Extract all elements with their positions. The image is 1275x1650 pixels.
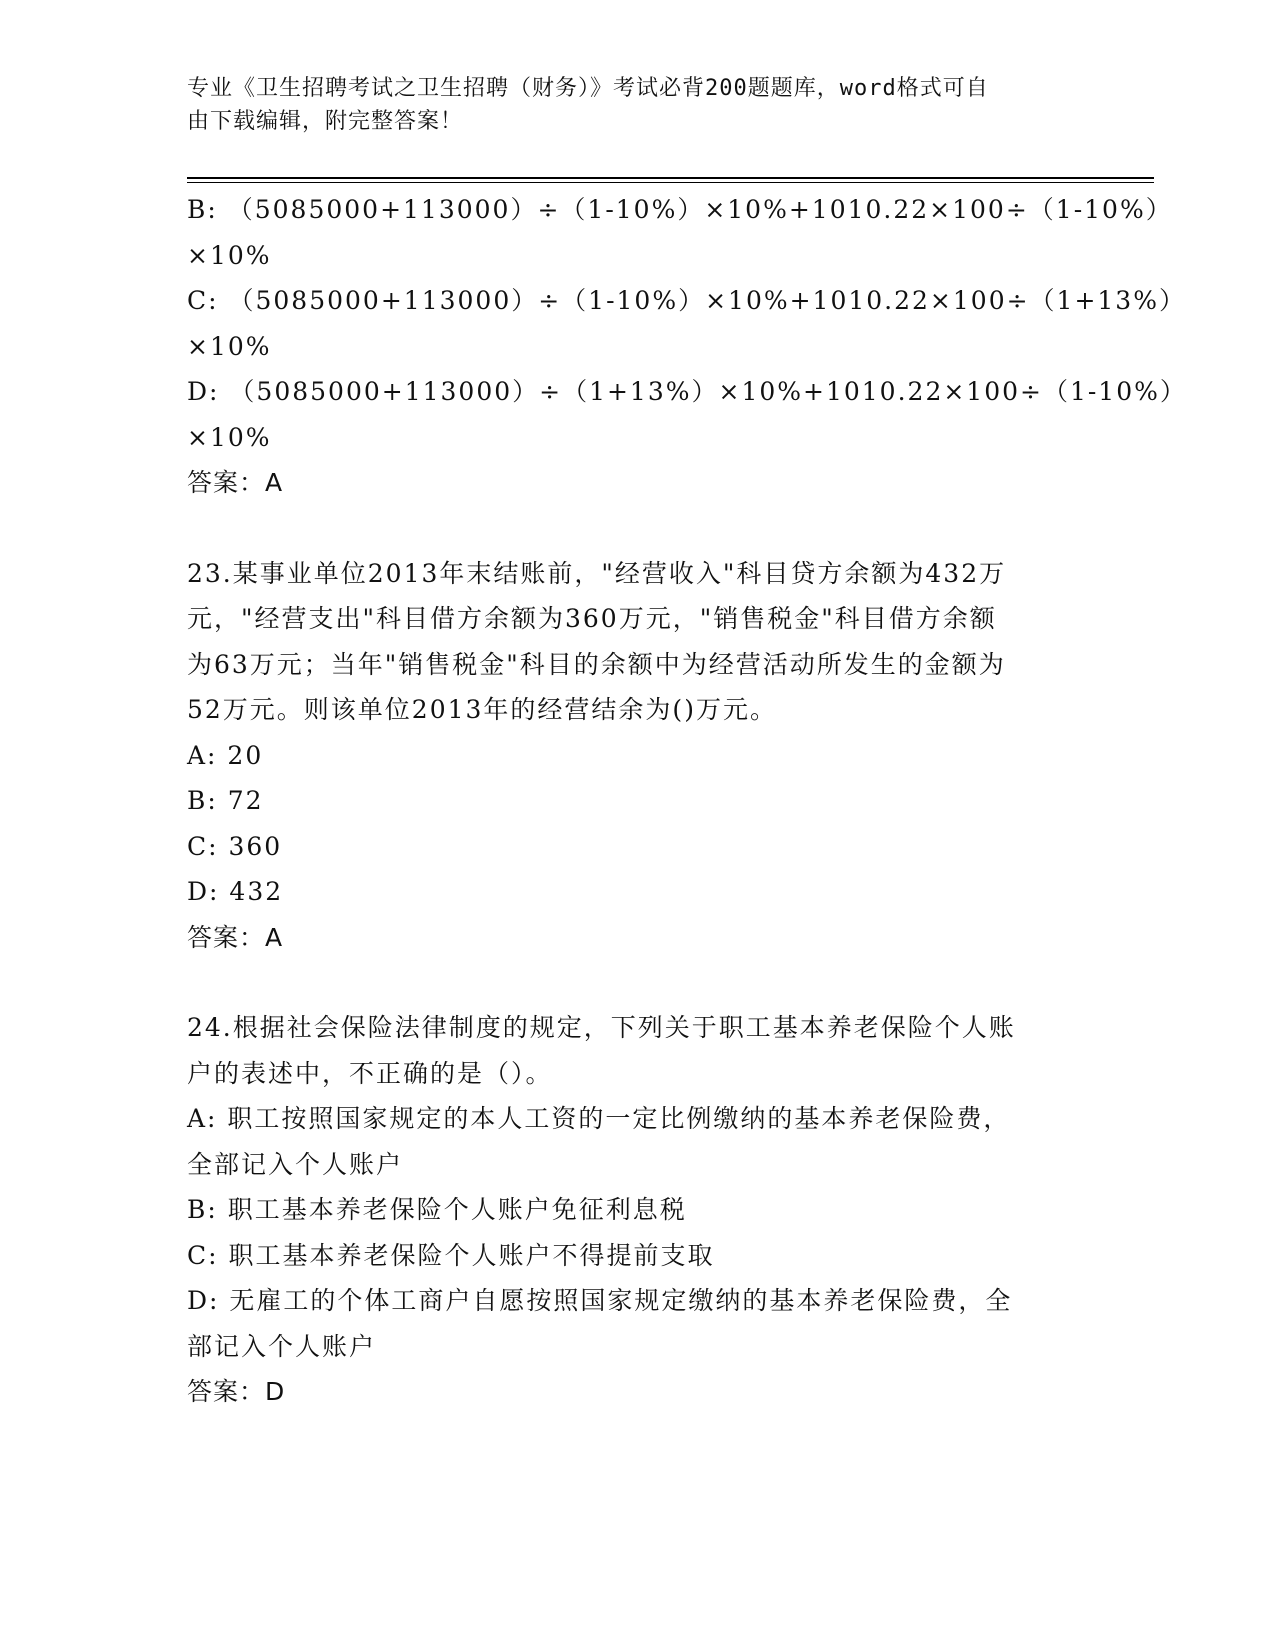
question-24-stem-line-1: 24.根据社会保险法律制度的规定，下列关于职工基本养老保险个人账 <box>187 1013 1016 1042</box>
question-24-option-c: C: 职工基本养老保险个人账户不得提前支取 <box>187 1240 715 1270</box>
question-22-option-b-line-1: B: （5085000+113000）÷（1-10%）×10%+1010.22×100÷（1-10%） <box>187 195 1173 224</box>
question-23-stem-line-4: 52万元。则该单位2013年的经营结余为()万元。 <box>187 695 777 724</box>
question-22-option-c-line-1: C: （5085000+113000）÷（1-10%）×10%+1010.22×100÷（1+13%） <box>187 286 1186 315</box>
question-24-stem-line-2: 户的表述中，不正确的是（）。 <box>187 1058 553 1088</box>
header-title-line-2: 由下载编辑，附完整答案！ <box>187 109 464 134</box>
question-22-answer: 答案：A <box>187 468 284 497</box>
question-23-option-b: B: 72 <box>187 786 264 815</box>
question-22-option-d-line-1: D: （5085000+113000）÷（1+13%）×10%+1010.22×100÷（1-10%） <box>187 377 1187 406</box>
spacer <box>187 960 1077 1005</box>
question-22-option-c-line-2: ×10% <box>187 331 272 361</box>
spacer <box>187 506 1077 551</box>
question-23-option-d: D: 432 <box>187 877 284 906</box>
question-24-answer: 答案：D <box>187 1377 286 1406</box>
question-22-option-b-line-2: ×10% <box>187 240 272 270</box>
header-title-line-1: 专业《卫生招聘考试之卫生招聘（财务）》考试必背200题题库，word格式可自 <box>187 76 989 101</box>
question-24-option-d-line-1: D: 无雇工的个体工商户自愿按照国家规定缴纳的基本养老保险费，全 <box>187 1286 1013 1315</box>
question-24-option-b: B: 职工基本养老保险个人账户免征利息税 <box>187 1195 687 1224</box>
document-body <box>187 187 1187 1415</box>
question-24-option-a-line-1: A: 职工按照国家规定的本人工资的一定比例缴纳的基本养老保险费， <box>187 1104 1011 1133</box>
question-23-option-c: C: 360 <box>187 831 283 861</box>
question-22-block <box>187 187 1187 506</box>
header-rule-thin <box>187 182 1154 183</box>
question-23-option-a: A: 20 <box>187 740 264 770</box>
header-rule-thick <box>187 177 1154 179</box>
question-23-stem-line-3: 为63万元；当年"销售税金"科目的余额中为经营活动所发生的金额为 <box>187 649 1006 679</box>
question-24-block <box>187 1005 1077 1415</box>
question-23-stem-line-2: 元，"经营支出"科目借方余额为360万元，"销售税金"科目借方余额 <box>187 604 997 633</box>
question-24-option-d-line-2: 部记入个人账户 <box>187 1331 377 1361</box>
question-23-block <box>187 551 1077 961</box>
question-23-stem-line-1: 23.某事业单位2013年末结账前，"经营收入"科目贷方余额为432万 <box>187 558 1007 588</box>
question-23-answer: 答案：A <box>187 922 284 952</box>
question-24-option-a-line-2: 全部记入个人账户 <box>187 1149 404 1179</box>
question-22-option-d-line-2: ×10% <box>187 422 272 452</box>
document-header <box>187 72 1067 138</box>
